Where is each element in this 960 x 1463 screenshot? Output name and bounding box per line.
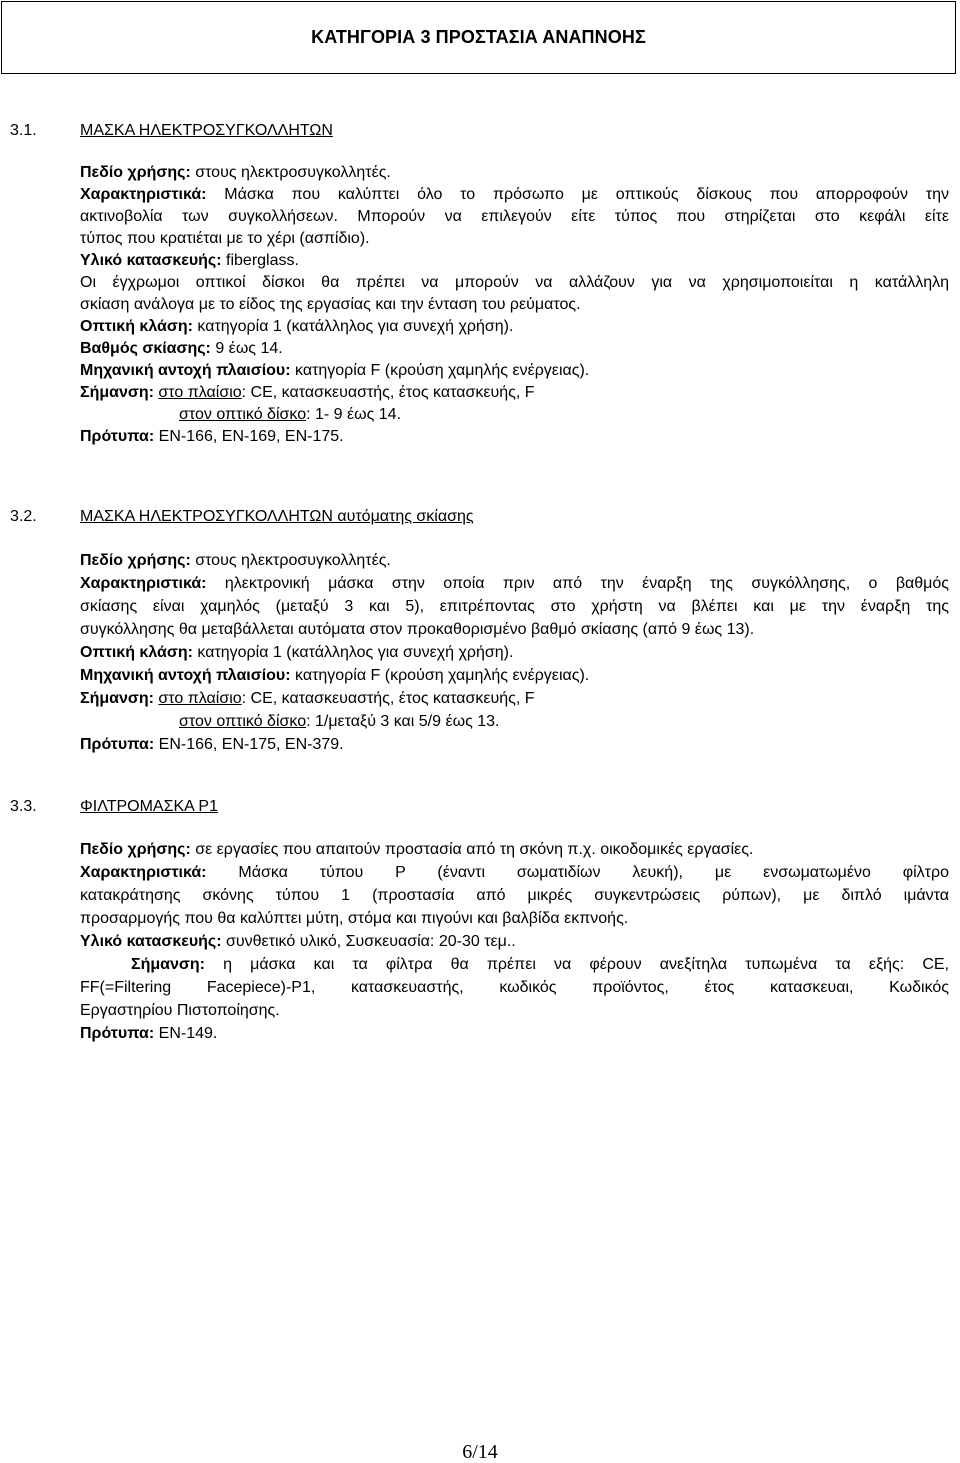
s2-optical-text: κατηγορία 1 (κατάλληλος για συνεχή χρήση).	[192, 644, 514, 661]
s2-marking-frame-text: : CE, κατασκευαστής, έτος κατασκευής, F	[241, 690, 535, 707]
section-number: 3.2.	[10, 508, 37, 525]
page-number: 6/14	[462, 1441, 498, 1463]
s2-mechanical-label: Μηχανική αντοχή πλαισίου:	[80, 667, 291, 684]
s1-usage-text: στους ηλεκτροσυγκολλητές.	[190, 164, 391, 181]
s1-usage-line	[80, 163, 949, 183]
s1-marking-frame: στο πλαίσιο	[158, 384, 242, 401]
s2-usage-text: στους ηλεκτροσυγκολλητές.	[190, 552, 391, 569]
s1-standards-line	[80, 427, 949, 447]
s1-optical-line	[80, 317, 949, 337]
s1-mechanical-text: κατηγορία F (κρούση χαμηλής ενέργειας).	[290, 362, 590, 379]
s2-mechanical-line	[80, 666, 949, 686]
s3-standards-line	[80, 1024, 949, 1044]
s3-char-line-1	[80, 863, 949, 883]
s1-material-line	[80, 251, 949, 271]
s1-marking-line	[80, 383, 949, 403]
s2-usage-label: Πεδίο χρήσης:	[80, 552, 191, 569]
s3-standards-text: ΕΝ-149.	[154, 1025, 218, 1042]
s3-marking-line-2: FF(=Filtering Facepiece)-P1, κατασκευαστής, κωδικός προϊόντος, έτος κατασκευαι, Κωδικός	[80, 979, 949, 996]
s3-char-line-3: προσαρμογής που θα καλύπτει μύτη, στόμα και πιγούνι και βαλβίδα εκπνοής.	[80, 910, 629, 927]
s1-marking-disc-line	[179, 405, 949, 425]
s2-optical-line	[80, 643, 949, 663]
s1-marking-label: Σήμανση:	[80, 384, 154, 401]
category-header-box	[1, 1, 956, 74]
s3-marking-text-1: η μάσκα και τα φίλτρα θα πρέπει να φέρουν ανεξίτηλα τυπωμένα τα εξής: CE,	[204, 956, 949, 973]
s2-marking-frame: στο πλαίσιο	[158, 690, 242, 707]
s1-shade-text: 9 έως 14.	[210, 340, 283, 357]
s3-char-line-2: κατακράτησης σκόνης τύπου 1 (προστασία από μικρές συγκεντρώσεις ρύπων), με διπλό ιμάντα	[80, 887, 949, 904]
s1-shade-line	[80, 339, 949, 359]
s2-standards-label: Πρότυπα:	[80, 736, 155, 753]
s1-mechanical-label: Μηχανική αντοχή πλαισίου:	[80, 362, 291, 379]
s1-marking-frame-text: : CE, κατασκευαστής, έτος κατασκευής, F	[241, 384, 535, 401]
category-title: ΚΑΤΗΓΟΡΙΑ 3 ΠΡΟΣΤΑΣΙΑ ΑΝΑΠΝΟΗΣ	[311, 27, 646, 47]
s1-disc-line-1: Οι έγχρωμοι οπτικοί δίσκοι θα πρέπει να μπορούν να αλλάζουν για να χρησιμοποιείται η κατάλληλη	[80, 274, 949, 291]
s3-material-label: Υλικό κατασκευής:	[80, 933, 222, 950]
s1-material-text: fiberglass.	[221, 252, 299, 269]
s1-char-line-2: ακτινοβολία των συγκολλήσεων. Μπορούν να επιλεγούν είτε τύπος που στηρίζεται στο κεφάλι είτε	[80, 208, 949, 225]
s3-usage-label: Πεδίο χρήσης:	[80, 841, 191, 858]
section-title: ΜΑΣΚΑ ΗΛΕΚΤΡΟΣΥΓΚΟΛΛΗΤΩΝ αυτόματης σκίασης	[80, 508, 474, 525]
s1-char-line-3: τύπος που κρατιέται με το χέρι (ασπίδιο).	[80, 230, 370, 247]
s1-optical-text: κατηγορία 1 (κατάλληλος για συνεχή χρήση).	[192, 318, 514, 335]
s1-standards-label: Πρότυπα:	[80, 428, 155, 445]
s3-marking-label: Σήμανση:	[131, 956, 205, 973]
s2-marking-disc-line	[179, 712, 949, 732]
s2-marking-line	[80, 689, 949, 709]
s1-usage-label: Πεδίο χρήσης:	[80, 164, 191, 181]
s1-mechanical-line	[80, 361, 949, 381]
s3-usage-text: σε εργασίες που απαιτούν προστασία από τη σκόνη π.χ. οικοδομικές εργασίες.	[190, 841, 754, 858]
section-title: ΦΙΛΤΡΟΜΑΣΚΑ Ρ1	[80, 798, 218, 815]
s2-mechanical-text: κατηγορία F (κρούση χαμηλής ενέργειας).	[290, 667, 590, 684]
s2-char-line-2: σκίασης είναι χαμηλός (μεταξύ 3 και 5), επιτρέποντας στο χρήστη να βλέπει και με την έναρξη της	[80, 598, 949, 615]
s3-material-text: συνθετικό υλικό, Συσκευασία: 20-30 τεμ..	[221, 933, 516, 950]
s1-char-text-1: Μάσκα που καλύπτει όλο το πρόσωπο με οπτικούς δίσκους που απορροφούν την	[206, 186, 949, 203]
s2-char-line-3: συγκόλλησης θα μεταβάλλεται αυτόματα στον προκαθορισμένο βαθμό σκίασης (από 9 έως 13).	[80, 621, 755, 638]
s1-shade-label: Βαθμός σκίασης:	[80, 340, 211, 357]
s2-marking-label: Σήμανση:	[80, 690, 154, 707]
s3-usage-line	[80, 840, 949, 860]
s3-char-label: Χαρακτηριστικά:	[80, 864, 207, 881]
section-title: ΜΑΣΚΑ ΗΛΕΚΤΡΟΣΥΓΚΟΛΛΗΤΩΝ	[80, 122, 333, 139]
s2-standards-line	[80, 735, 949, 755]
s2-marking-disc-text: : 1/μεταξύ 3 και 5/9 έως 13.	[306, 713, 500, 730]
s1-char-label: Χαρακτηριστικά:	[80, 186, 207, 203]
s3-standards-label: Πρότυπα:	[80, 1025, 155, 1042]
s3-material-line	[80, 932, 949, 952]
s2-char-label: Χαρακτηριστικά:	[80, 575, 207, 592]
s1-disc-line-2: σκίαση ανάλογα με το είδος της εργασίας και την ένταση του ρεύματος.	[80, 296, 581, 313]
s3-marking-line-1	[131, 955, 949, 975]
s2-char-text-1: ηλεκτρονική μάσκα στην οποία πριν από την έναρξη της συγκόλλησης, ο βαθμός	[206, 575, 949, 592]
s3-char-text-1: Μάσκα τύπου Ρ (έναντι σωματιδίων λευκή), με ενσωματωμένο φίλτρο	[206, 864, 949, 881]
s1-optical-label: Οπτική κλάση:	[80, 318, 193, 335]
s2-usage-line	[80, 551, 949, 571]
s1-standards-text: ΕΝ-166, ΕΝ-169, ΕΝ-175.	[154, 428, 344, 445]
section-number: 3.1.	[10, 122, 37, 139]
s1-char-line-1	[80, 185, 949, 205]
s2-optical-label: Οπτική κλάση:	[80, 644, 193, 661]
s1-marking-disc: στον οπτικό δίσκο	[179, 406, 307, 423]
s2-char-line-1	[80, 574, 949, 594]
s2-standards-text: ΕΝ-166, ΕΝ-175, ΕΝ-379.	[154, 736, 344, 753]
s1-marking-disc-text: : 1- 9 έως 14.	[306, 406, 402, 423]
s2-marking-disc: στον οπτικό δίσκο	[179, 713, 307, 730]
s1-material-label: Υλικό κατασκευής:	[80, 252, 222, 269]
section-number: 3.3.	[10, 798, 37, 815]
s3-marking-line-3: Εργαστηρίου Πιστοποίησης.	[80, 1002, 280, 1019]
